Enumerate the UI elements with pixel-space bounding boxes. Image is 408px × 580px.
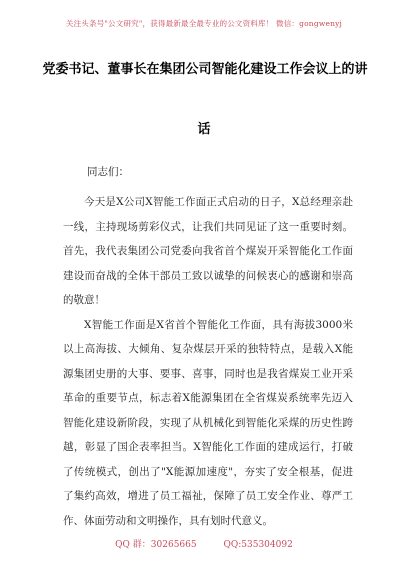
- document-body: [63, 190, 353, 533]
- footer-contacts: [0, 537, 408, 550]
- header-banner: 关注头条号"公文研究"，获得最新最全最专业的公文资料库！ 微信：gongwenyj: [65, 19, 343, 28]
- footer-qq-group: QQ 群：30265665: [115, 540, 197, 550]
- footer-qq: QQ:535304092: [223, 540, 293, 550]
- paragraph: 今天是X公司X智能工作面正式启动的日子，X总经理亲赴一线，主持现场剪彩仪式，让我们共同见证了这一重要时刻。首先，我代表集团公司党委向我省首个煤炭开采智能化工作面建设而奋战的全体干部员工致以诚挚的问候衷心的感谢和崇高的敬意！: [63, 196, 353, 306]
- paragraph: X智能工作面是X省首个智能化工作面，具有海拔3000米以上高海拔、大倾角、复杂煤层开采的独特特点，是载入X能源集团史册的大事、要事、喜事，同时也是我省煤炭工业开采革命的重要节点，标志着X能源集团在全省煤炭系统率先迈入智能化建设新阶段，实现了从机械化到智能化采煤的历史性跨越，彰显了国企表率担当。X智能化工作面的建成运行，打破了传统模式，创出了"X能源加速度"，夯实了安全根基，促进了集约高效，增进了员工福祉，保障了员工安全作业、尊严工作、体面劳动和文明操作，具有划时代意义。: [63, 318, 353, 527]
- salutation: 同志们：: [87, 166, 129, 178]
- document-title: 党委书记、董事长在集团公司智能化建设工作会议上的讲: [42, 62, 368, 77]
- document-title-tail: 话: [197, 122, 211, 137]
